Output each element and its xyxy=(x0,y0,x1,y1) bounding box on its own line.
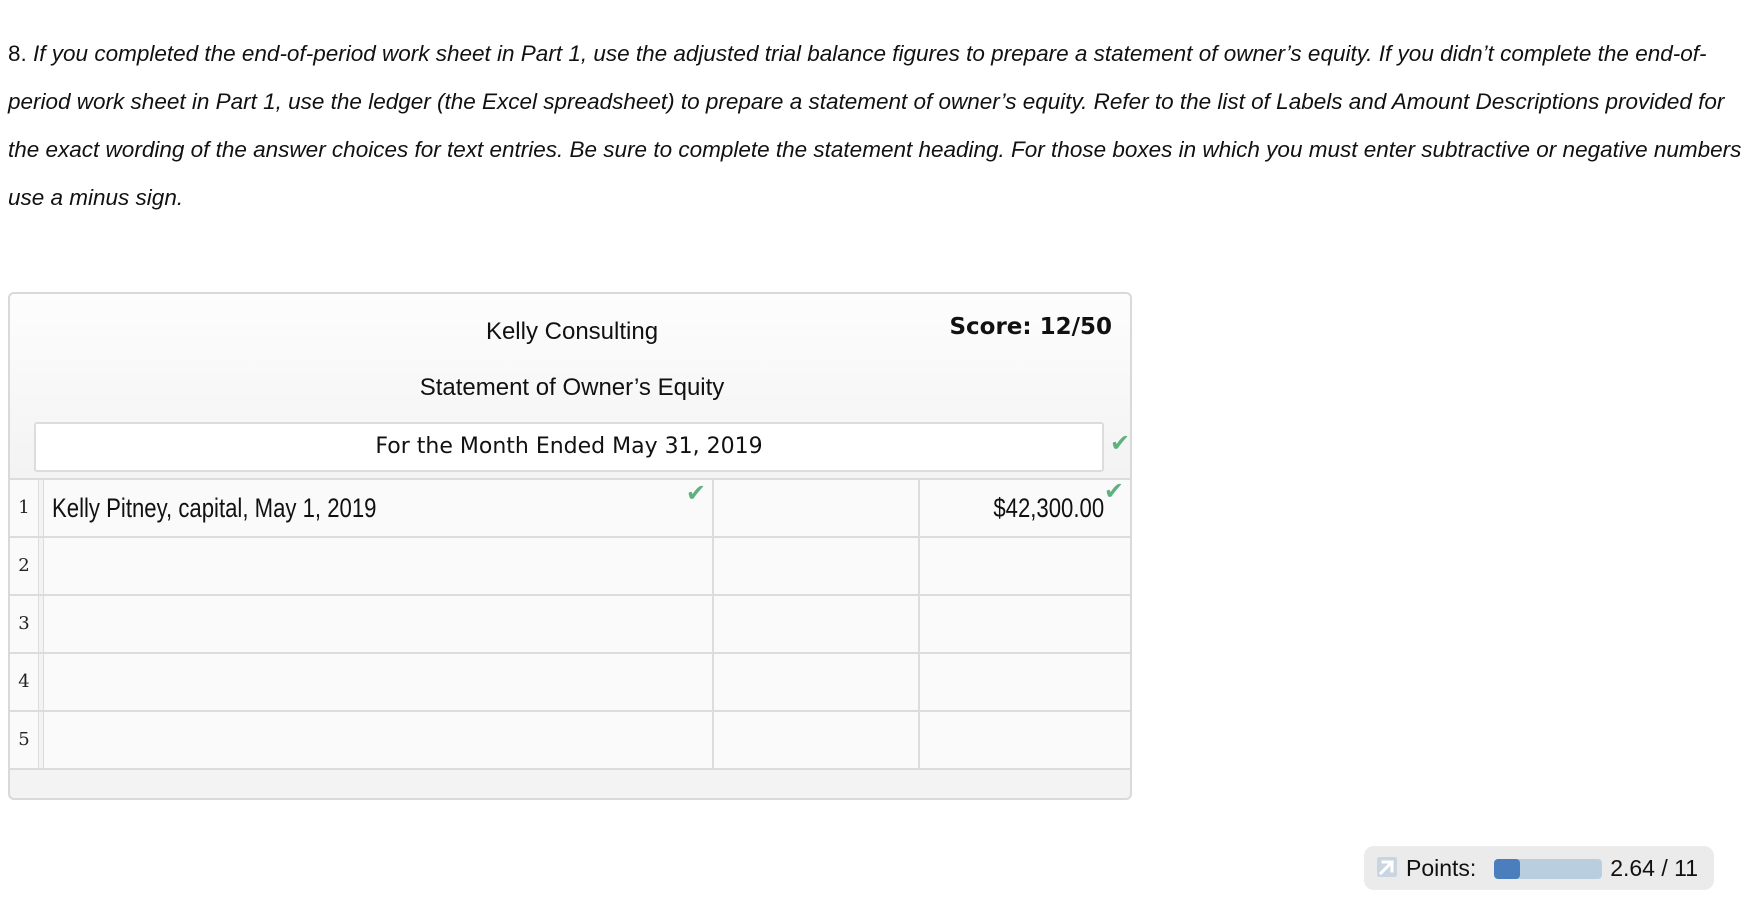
amount-cell-middle[interactable] xyxy=(714,538,920,594)
question-instructions xyxy=(8,30,1748,222)
label-cell-text: Kelly Pitney, capital, May 1, 2019 xyxy=(52,493,377,523)
row-number: 3 xyxy=(10,596,39,652)
table-row xyxy=(10,712,1130,770)
score-label: Score: 12/50 xyxy=(949,314,1112,340)
row-number: 2 xyxy=(10,538,39,594)
amount-cell-middle[interactable] xyxy=(714,596,920,652)
amount-cell-text: $42,300.00 xyxy=(993,493,1104,523)
amount-cell-middle[interactable] xyxy=(714,480,920,536)
table-row xyxy=(10,596,1130,654)
company-name: Kelly Consulting xyxy=(485,318,659,345)
period-field[interactable]: For the Month Ended May 31, 2019 xyxy=(34,422,1104,472)
label-cell[interactable] xyxy=(44,712,714,768)
amount-cell-right[interactable] xyxy=(920,654,1126,710)
question-text: If you completed the end-of-period work sheet in Part 1, use the adjusted trial balance figures to prepare a statement of owner’s equity. If you didn’t complete the end-of-period work sheet in Part 1, use the ledger (the Excel spreadsheet) to prepare a statement of owner’s equity. Refer to the list of Labels and Amount Descriptions provided for the exact wording of the answer choices for text entries. Be sure to complete the statement heading. For those boxes in which you must enter subtractive or negative numbers use a minus sign. xyxy=(8,41,1742,210)
statement-grid xyxy=(10,478,1130,770)
amount-cell-middle[interactable] xyxy=(714,654,920,710)
statement-panel xyxy=(8,292,1132,800)
amount-cell-right[interactable] xyxy=(920,538,1126,594)
arrow-icon xyxy=(1376,856,1398,878)
amount-cell-middle[interactable] xyxy=(714,712,920,768)
label-cell[interactable] xyxy=(44,596,714,652)
table-row xyxy=(10,654,1130,712)
check-icon: ✔ xyxy=(685,480,706,507)
points-progress-bar xyxy=(1494,859,1602,879)
points-progress-fill xyxy=(1494,859,1520,879)
table-row xyxy=(10,538,1130,596)
points-value: 2.64 / 11 xyxy=(1610,855,1698,881)
row-number: 1 xyxy=(10,480,39,536)
points-label: Points: xyxy=(1406,855,1477,881)
label-cell[interactable] xyxy=(44,538,714,594)
table-row xyxy=(10,480,1130,538)
check-icon: ✔ xyxy=(1110,430,1131,457)
row-number: 5 xyxy=(10,712,39,768)
amount-cell-right[interactable] xyxy=(920,596,1126,652)
label-cell[interactable] xyxy=(44,480,714,536)
points-widget[interactable] xyxy=(1364,846,1714,890)
row-number: 4 xyxy=(10,654,39,710)
statement-title: Statement of Owner’s Equity xyxy=(419,374,725,401)
label-cell[interactable] xyxy=(44,654,714,710)
check-icon: ✔ xyxy=(1103,478,1124,505)
amount-cell-right[interactable] xyxy=(920,712,1126,768)
amount-cell-right[interactable] xyxy=(920,480,1126,536)
question-number: 8. xyxy=(8,41,27,66)
